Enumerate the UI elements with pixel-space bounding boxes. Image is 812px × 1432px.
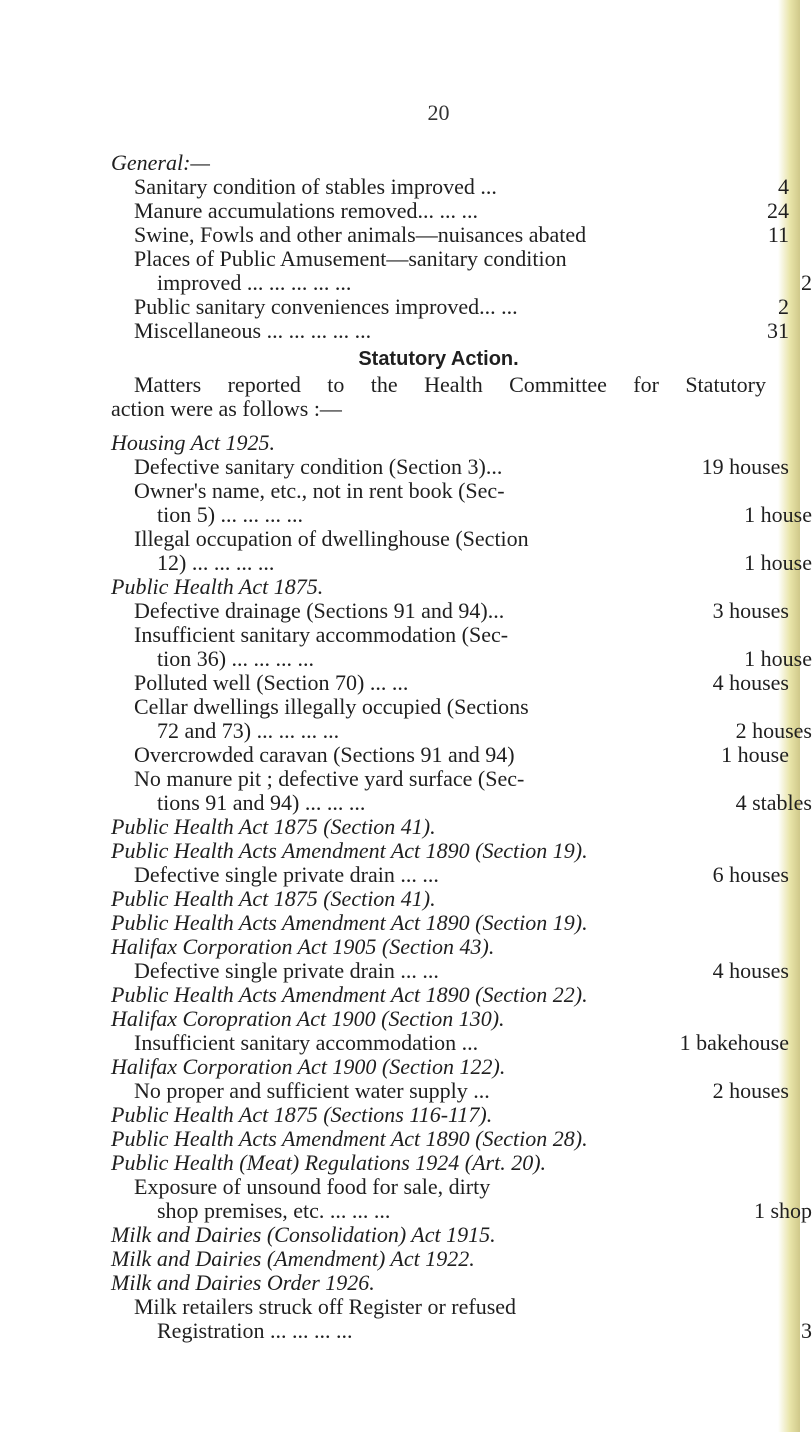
act-heading: Public Health Acts Amendment Act 1890 (Section 19).	[111, 838, 588, 863]
item-label: Miscellaneous ... ... ... ... ...	[134, 318, 372, 343]
page-number: 20	[427, 100, 450, 125]
entry-text: Cellar dwellings illegally occupied (Sections	[134, 694, 529, 719]
entry-text: Owner's name, etc., not in rent book (Sec-	[134, 478, 505, 503]
item-label: improved ... ... ... ... ...	[157, 270, 352, 295]
act-heading: Halifax Corporation Act 1900 (Section 122).	[111, 1054, 506, 1079]
entry-row	[111, 718, 812, 744]
item-count: 4	[778, 174, 789, 199]
act-heading: Milk and Dairies (Consolidation) Act 1915.	[111, 1222, 496, 1247]
entry-label: Polluted well (Section 70) ... ...	[134, 670, 409, 695]
entry-row	[111, 862, 789, 888]
entry-text: Insufficient sanitary accommodation (Sec-	[134, 622, 509, 647]
entry-row	[111, 550, 812, 576]
entry-row	[111, 670, 789, 696]
entry-row	[111, 1198, 812, 1224]
entry-value: 1 house	[721, 742, 789, 767]
entry-text: Illegal occupation of dwellinghouse (Section	[134, 526, 529, 551]
entry-text: Exposure of unsound food for sale, dirty	[134, 1174, 491, 1199]
entry-label: Defective single private drain ... ...	[134, 862, 439, 887]
act-heading: Housing Act 1925.	[111, 430, 275, 455]
list-item	[111, 222, 789, 248]
list-item	[111, 246, 789, 272]
entry-value: 3	[801, 1318, 812, 1343]
entry-value: 1 house	[744, 550, 812, 575]
entry-label: tion 36) ... ... ... ...	[157, 646, 315, 671]
entry-label: shop premises, etc. ... ... ...	[157, 1198, 391, 1223]
list-item	[111, 294, 789, 320]
entry-label: 72 and 73) ... ... ... ...	[157, 718, 340, 743]
item-label: Swine, Fowls and other animals—nuisances abated	[134, 222, 587, 247]
entry-value: 1 house	[744, 502, 812, 527]
list-item	[111, 198, 789, 224]
entry-value: 4 houses	[712, 958, 789, 983]
act-heading: Public Health Act 1875 (Section 41).	[111, 814, 436, 839]
entry-value: 19 houses	[701, 454, 789, 479]
entry-label: tion 5) ... ... ... ...	[157, 502, 304, 527]
entry-label: Registration ... ... ... ...	[157, 1318, 353, 1343]
entry-text: No manure pit ; defective yard surface (Sec-	[134, 766, 525, 791]
entry-value: 4 houses	[712, 670, 789, 695]
item-label: Public sanitary conveniences improved... ...	[134, 294, 518, 319]
intro-text: Matters reported to the Health Committee for Statutory	[134, 372, 766, 397]
act-heading: Halifax Coropration Act 1900 (Section 130).	[111, 1006, 505, 1031]
item-count: 2	[801, 270, 812, 295]
entry-row	[111, 646, 812, 672]
act-heading: Halifax Corporation Act 1905 (Section 43).	[111, 934, 495, 959]
act-heading: Public Health Act 1875 (Sections 116-117).	[111, 1102, 493, 1127]
intro-text: action were as follows :—	[111, 396, 342, 421]
entry-label: No proper and sufficient water supply ...	[134, 1078, 490, 1103]
entry-label: Overcrowded caravan (Sections 91 and 94)	[134, 742, 515, 767]
entry-value: 1 bakehouse	[679, 1030, 789, 1055]
entry-value: 4 stables	[735, 790, 812, 815]
item-count: 24	[767, 198, 789, 223]
entry-row	[111, 598, 789, 624]
entry-value: 1 shop	[753, 1198, 812, 1223]
entry-label: 12) ... ... ... ...	[157, 550, 275, 575]
entry-row	[111, 454, 789, 480]
act-heading: Public Health Act 1875.	[111, 574, 324, 599]
list-item	[111, 318, 789, 344]
item-label: Manure accumulations removed... ... ...	[134, 198, 478, 223]
section-heading: Statutory Action.	[358, 348, 519, 370]
general-heading: General:—	[111, 150, 210, 175]
entry-row	[111, 1030, 789, 1056]
act-heading: Milk and Dairies Order 1926.	[111, 1270, 375, 1295]
item-count: 2	[778, 294, 789, 319]
act-heading: Milk and Dairies (Amendment) Act 1922.	[111, 1246, 475, 1271]
list-item	[111, 270, 812, 296]
entry-value: 2 houses	[735, 718, 812, 743]
entry-text: Milk retailers struck off Register or refused	[134, 1294, 517, 1319]
entry-value: 6 houses	[712, 862, 789, 887]
item-count: 11	[767, 222, 789, 247]
act-heading: Public Health Act 1875 (Section 41).	[111, 886, 436, 911]
entry-row	[111, 1078, 789, 1104]
entry-label: Insufficient sanitary accommodation ...	[134, 1030, 479, 1055]
entry-label: Defective sanitary condition (Section 3)...	[134, 454, 503, 479]
item-count: 31	[767, 318, 789, 343]
act-heading: Public Health Acts Amendment Act 1890 (Section 19).	[111, 910, 588, 935]
item-label: Places of Public Amusement—sanitary condition	[134, 246, 567, 271]
act-heading: Public Health Acts Amendment Act 1890 (Section 22).	[111, 982, 588, 1007]
entry-value: 3 houses	[712, 598, 789, 623]
entry-row	[111, 502, 812, 528]
act-heading: Public Health (Meat) Regulations 1924 (Art. 20).	[111, 1150, 547, 1175]
item-label: Sanitary condition of stables improved ...	[134, 174, 497, 199]
act-heading: Public Health Acts Amendment Act 1890 (Section 28).	[111, 1126, 588, 1151]
entry-row	[111, 958, 789, 984]
list-item	[111, 174, 789, 200]
entry-label: tions 91 and 94) ... ... ...	[157, 790, 366, 815]
entry-row	[111, 742, 789, 768]
entry-value: 1 house	[744, 646, 812, 671]
entry-row	[111, 790, 812, 816]
entry-value: 2 houses	[712, 1078, 789, 1103]
entry-label: Defective drainage (Sections 91 and 94)...	[134, 598, 505, 623]
entry-row	[111, 1318, 812, 1344]
entry-label: Defective single private drain ... ...	[134, 958, 439, 983]
